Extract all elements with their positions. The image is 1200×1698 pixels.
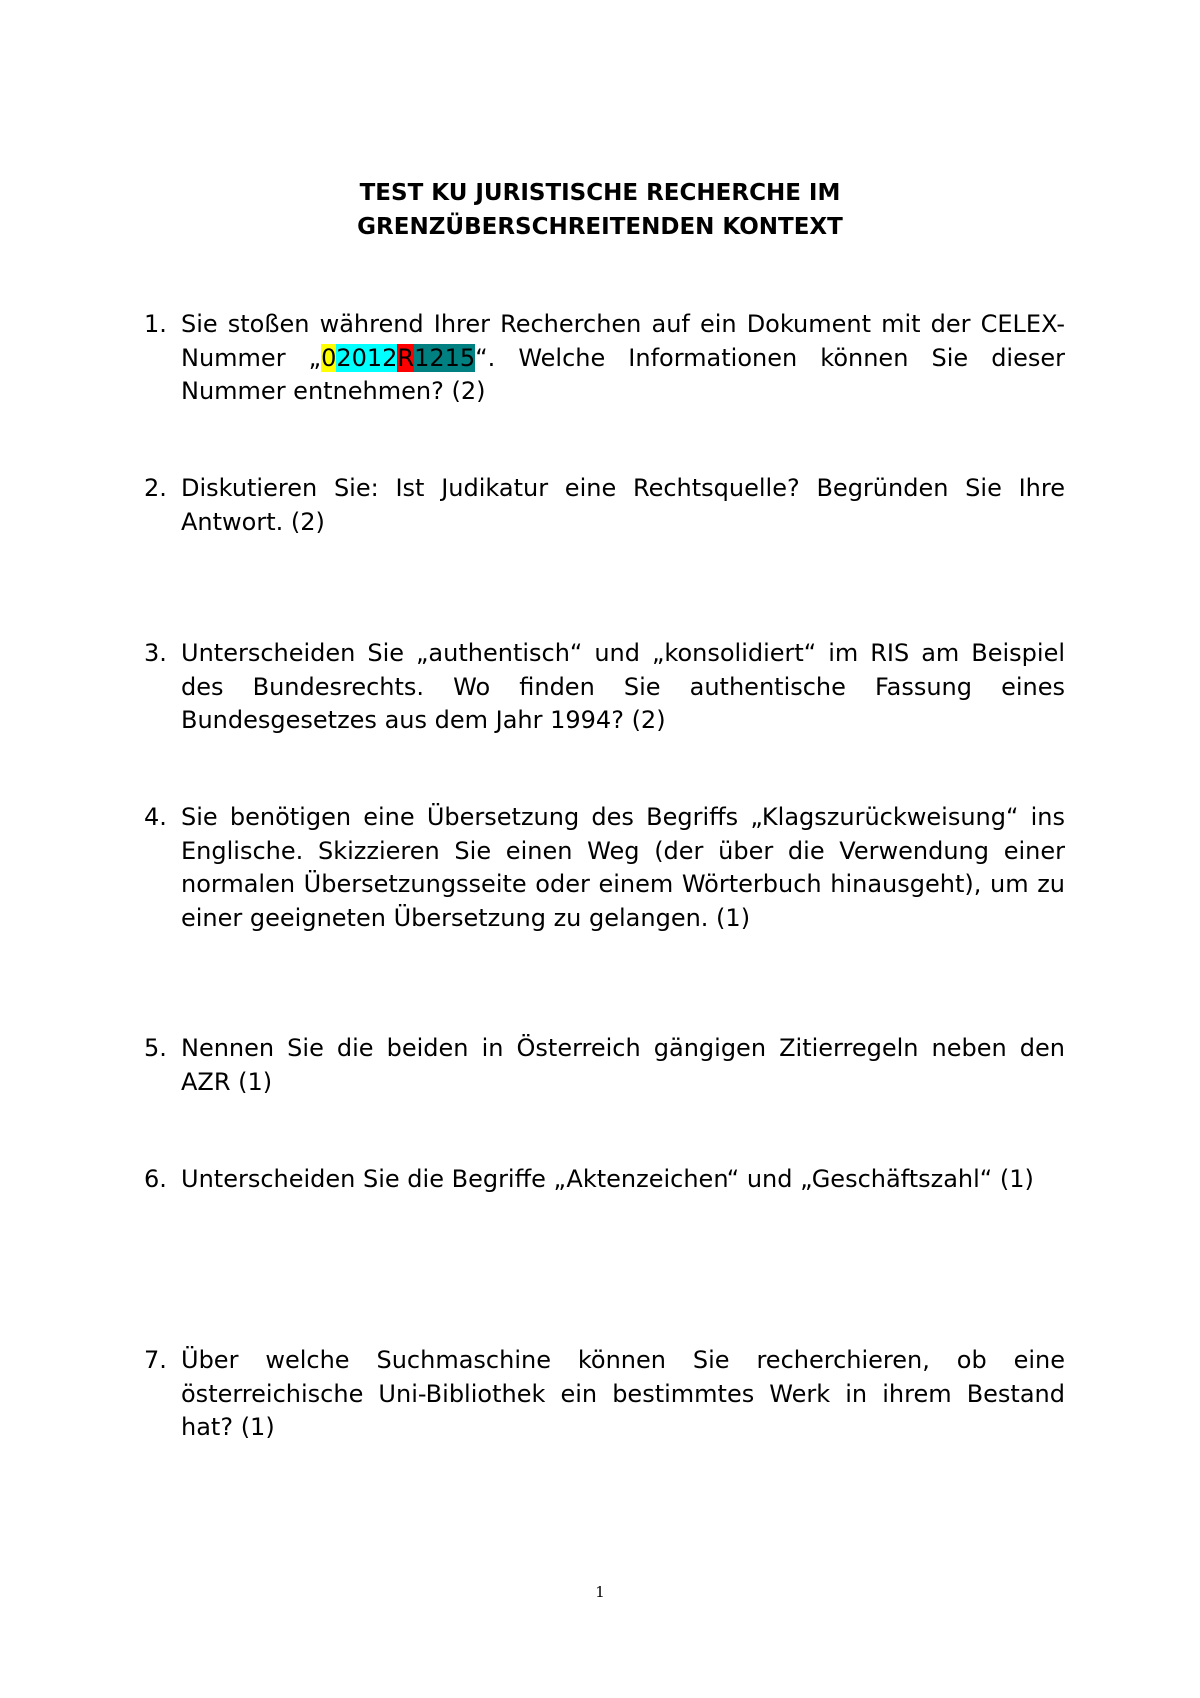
- celex-sector-highlight: 0: [321, 343, 337, 372]
- question-number: 7.: [144, 1346, 167, 1374]
- celex-number-highlight: 1215: [414, 343, 476, 372]
- title-line-2: GRENZÜBERSCHREITENDEN KONTEXT: [357, 214, 843, 240]
- question-number: 4.: [144, 803, 167, 831]
- question-2: [144, 472, 1065, 539]
- title-line-1: TEST KU JURISTISCHE RECHERCHE IM: [359, 180, 841, 206]
- question-text: Unterscheiden Sie die Begriffe „Aktenzeichen“ und „Geschäftszahl“ (1): [181, 1165, 1034, 1193]
- question-3: [144, 637, 1065, 738]
- question-number: 3.: [144, 639, 167, 667]
- question-4: [144, 801, 1065, 935]
- question-5: [144, 1032, 1065, 1099]
- question-text: [181, 308, 1065, 409]
- document-title: [0, 176, 1200, 244]
- question-1: [144, 308, 1065, 409]
- celex-year-highlight: 2012: [336, 343, 398, 372]
- question-number: 2.: [144, 474, 167, 502]
- question-text: Nennen Sie die beiden in Österreich gängigen Zitierregeln neben den AZR (1): [181, 1034, 1065, 1096]
- question-6: [144, 1163, 1065, 1197]
- question-text: Unterscheiden Sie „authentisch“ und „konsolidiert“ im RIS am Beispiel des Bundesrechts. Wo finden Sie authentische Fassung eines Bundesgesetzes aus dem Jahr 1994? (2): [181, 639, 1065, 734]
- question-text: Diskutieren Sie: Ist Judikatur eine Rechtsquelle? Begründen Sie Ihre Antwort. (2): [181, 474, 1065, 536]
- question-7: [144, 1344, 1065, 1445]
- question-number: 5.: [144, 1034, 167, 1062]
- question-number: 6.: [144, 1165, 167, 1193]
- celex-type-highlight: R: [397, 343, 415, 372]
- question-text: Über welche Suchmaschine können Sie recherchieren, ob eine österreichische Uni-Bibliothek ein bestimmtes Werk in ihrem Bestand hat? (1): [181, 1346, 1065, 1441]
- question-text: Sie benötigen eine Übersetzung des Begriffs „Klagszurückweisung“ ins Englische. Skizzieren Sie einen Weg (der über die Verwendung einer normalen Übersetzungsseite oder einem Wörterbuch hinausgeht), um zu einer geeigneten Übersetzung zu gelangen. (1): [181, 803, 1065, 932]
- question-text-after: “. Welche Informationen können Sie dieser Nummer entnehmen? (2): [181, 343, 1065, 405]
- question-number: 1.: [144, 310, 167, 338]
- page-number: 1: [595, 1583, 605, 1601]
- question-text-before: Sie stoßen während Ihrer Recherchen auf ein Dokument mit der CELEX-Nummer „: [181, 310, 1065, 372]
